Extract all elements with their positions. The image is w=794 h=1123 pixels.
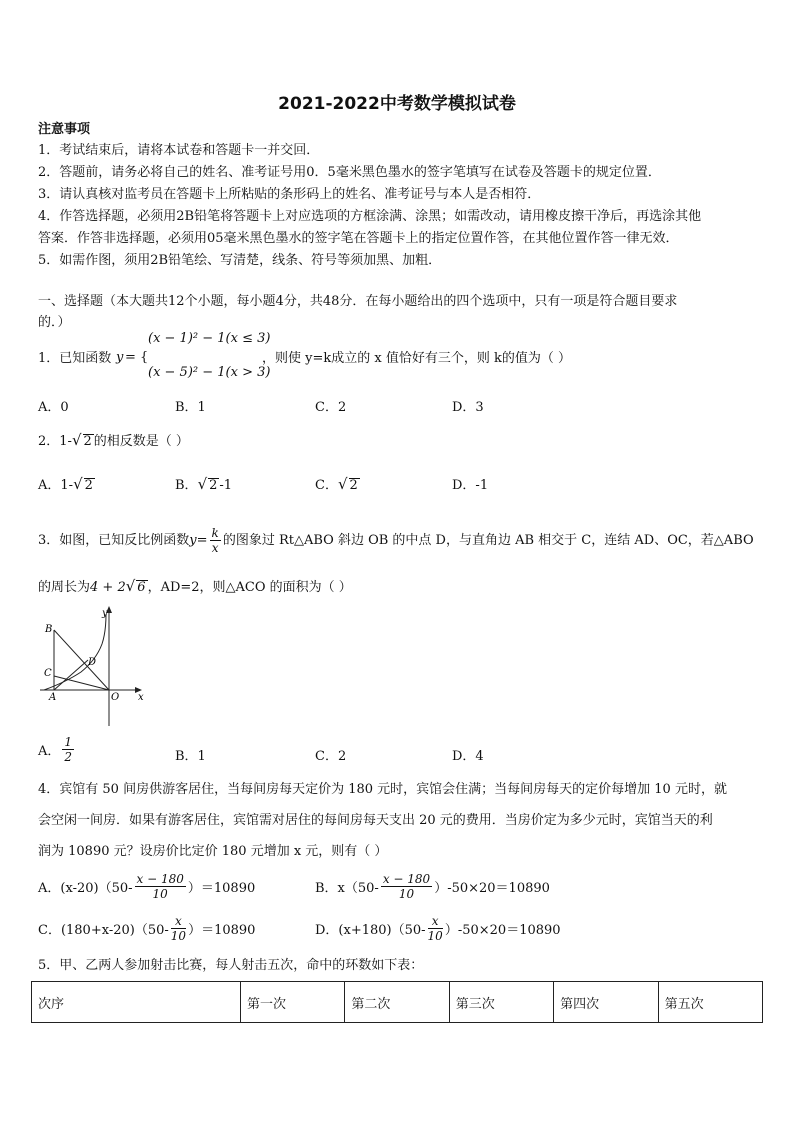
sqrt-icon: √ xyxy=(125,577,136,595)
q4-option-c xyxy=(38,914,255,943)
q3-eq: = xyxy=(196,533,208,548)
q4-option-d-fraction xyxy=(428,914,443,943)
label-x: x xyxy=(138,692,144,703)
q2-option-b-radicand: 2 xyxy=(209,478,218,493)
frac-num: x xyxy=(428,914,443,929)
frac-den: 2 xyxy=(64,750,73,764)
table-header-cell: 第二次 xyxy=(345,982,449,1023)
q3-prefix: 3．如图，已知反比例函数 xyxy=(38,533,190,548)
q2-option-a-text: A．1- xyxy=(38,478,74,493)
q3-option-a-fraction xyxy=(62,735,74,764)
q4-option-b-text: B．x（50- xyxy=(315,881,379,896)
notice-item: 2．答题前，请务必将自己的姓名、准考证号用0．5毫米黑色墨水的签字笔填写在试卷及答题卡的规定位置． xyxy=(38,165,661,180)
q1-y: y xyxy=(116,350,124,365)
notice-item: 3．请认真核对监考员在答题卡上所粘贴的条形码上的姓名、准考证号与本人是否相符． xyxy=(38,187,541,202)
q1-option-b: B．1 xyxy=(175,400,206,415)
q3-perimeter-radicand: 6 xyxy=(137,580,146,595)
q1-suffix: ，则使 y=k成立的 x 值恰好有三个，则 k的值为（ ） xyxy=(262,351,571,366)
q4-option-c-text: C．(180+x-20)（50- xyxy=(38,923,169,938)
label-y: y xyxy=(102,608,108,619)
q3-line2-prefix: 的周长为 xyxy=(38,580,91,595)
table-row xyxy=(32,982,763,1023)
q2-prefix: 2．1- xyxy=(38,434,72,449)
q4-option-b-fraction xyxy=(381,872,432,901)
q1-brace: = { xyxy=(125,350,149,365)
sqrt-icon: √ xyxy=(71,431,82,449)
q2-option-d: D．-1 xyxy=(452,478,489,493)
q4-option-d-text: D．(x+180)（50- xyxy=(315,923,426,938)
q1-prefix: 1．已知函数 xyxy=(38,351,112,366)
table-header-cell: 第五次 xyxy=(658,982,762,1023)
q2-option-b xyxy=(175,474,232,493)
frac-den: 10 xyxy=(398,887,415,901)
frac-num: 1 xyxy=(64,735,73,749)
table-header-cell: 第三次 xyxy=(449,982,553,1023)
q3-option-a-text: A． xyxy=(38,744,61,759)
segment-bo xyxy=(54,630,109,690)
q2-option-c-text: C． xyxy=(315,478,338,493)
table-header-cell: 次序 xyxy=(32,982,241,1023)
question-4-line2: 会空闲一间房．如果有游客居住，宾馆需对居住的每间房每天支出 20 元的费用．当房价定为多少元时，宾馆当天的利 xyxy=(38,813,713,828)
section-heading-line2: 的．） xyxy=(38,315,71,330)
q2-option-b-text: B． xyxy=(175,478,198,493)
q2-suffix: 的相反数是（ ） xyxy=(93,434,189,449)
sqrt-icon: √ xyxy=(197,475,208,493)
q3-line2-suffix: ，AD=2，则△ACO 的面积为（ ） xyxy=(147,580,352,595)
q4-option-b xyxy=(315,872,550,901)
label-b: B xyxy=(45,624,53,635)
q2-option-a xyxy=(38,474,95,493)
label-c: C xyxy=(44,668,52,679)
q2-option-b-tail: -1 xyxy=(219,478,233,493)
frac-num: x xyxy=(171,914,186,929)
sqrt-icon: √ xyxy=(337,475,348,493)
q3-fraction xyxy=(210,526,221,555)
table-header-cell: 第一次 xyxy=(241,982,345,1023)
question-5-stem: 5．甲、乙两人参加射击比赛，每人射击五次，命中的环数如下表： xyxy=(38,958,424,973)
frac-den: 10 xyxy=(427,929,443,943)
q1-piece-1: (x − 1)² − 1(x ≤ 3) xyxy=(148,331,271,346)
q3-suffix: 的图象过 Rt△ABO 斜边 OB 的中点 D，与直角边 AB 相交于 C，连结 AD、OC，若△ABO xyxy=(222,533,754,548)
q2-option-a-radicand: 2 xyxy=(84,478,93,493)
label-d: D xyxy=(88,657,97,668)
q2-radicand: 2 xyxy=(83,434,92,449)
q4-option-c-fraction xyxy=(171,914,186,943)
q3-fraction-num: k xyxy=(211,526,219,540)
label-a: A xyxy=(49,692,57,703)
q3-option-d: D．4 xyxy=(452,749,484,764)
q3-option-a xyxy=(38,735,76,764)
section-heading-line1: 一、选择题（本大题共12个小题，每小题4分，共48分．在每小题给出的四个选项中，只有一项是符合题目要求 xyxy=(38,294,678,309)
frac-den: 10 xyxy=(152,887,168,901)
q4-option-d xyxy=(315,914,561,943)
q1-piece-2: (x − 5)² − 1(x > 3) xyxy=(148,365,271,380)
q1-option-a: A．0 xyxy=(38,400,69,415)
q3-figure xyxy=(36,604,148,728)
notice-item: 5．如需作图，须用2B铅笔绘、写清楚，线条、符号等须加黑、加粗． xyxy=(38,253,442,268)
frac-num: x − 180 xyxy=(382,872,431,886)
notice-item: 1．考试结束后，请将本试卷和答题卡一并交回． xyxy=(38,143,320,158)
notice-item: 4．作答选择题，必须用2B铅笔将答题卡上对应选项的方框涂满、涂黑；如需改动，请用橡皮擦干净后，再选涂其他 xyxy=(38,209,702,224)
question-2 xyxy=(38,431,189,451)
q4-option-a-text: A．(x-20)（50- xyxy=(38,881,133,896)
question-3-line2 xyxy=(38,577,352,597)
q2-option-c-radicand: 2 xyxy=(349,478,358,493)
question-3-line1 xyxy=(38,526,754,555)
exam-title: 2021-2022中考数学模拟试卷 xyxy=(278,94,516,114)
q3-perimeter: 4 + 2 xyxy=(90,580,126,595)
segment-ad xyxy=(54,660,88,690)
q2-option-c xyxy=(315,474,360,493)
question-4-line3: 润为 10890 元？设房价比定价 180 元增加 x 元，则有（ ） xyxy=(38,844,388,859)
question-4-line1: 4．宾馆有 50 间房供游客居住，当每间房每天定价为 180 元时，宾馆会住满；当每间房每天的定价每增加 10 元时，就 xyxy=(38,782,727,797)
q4-option-a xyxy=(38,872,255,901)
frac-num: x − 180 xyxy=(136,872,184,886)
q1-option-d: D．3 xyxy=(452,400,484,415)
notice-heading: 注意事项 xyxy=(38,122,91,137)
q3-y: y xyxy=(189,533,197,548)
q4-option-c-tail: ）＝10890 xyxy=(188,923,256,938)
q3-fraction-den: x xyxy=(211,541,219,555)
notice-item: 答案．作答非选择题，必须用05毫米黑色墨水的签字笔在答题卡上的指定位置作答，在其他位置作答一律无效． xyxy=(38,231,679,246)
q4-option-a-tail: ）＝10890 xyxy=(187,881,256,896)
sqrt-icon: √ xyxy=(73,475,83,493)
score-table xyxy=(31,981,763,1023)
q3-option-b: B．1 xyxy=(175,749,206,764)
hyperbola-curve xyxy=(44,614,106,690)
q4-option-b-tail: ）-50×20＝10890 xyxy=(434,881,550,896)
table-header-cell: 第四次 xyxy=(554,982,658,1023)
q3-option-c: C．2 xyxy=(315,749,347,764)
q4-option-a-fraction xyxy=(135,872,186,901)
q4-option-d-tail: ）-50×20＝10890 xyxy=(444,923,561,938)
frac-den: 10 xyxy=(170,929,187,943)
q1-option-c: C．2 xyxy=(315,400,347,415)
label-o: O xyxy=(111,692,120,703)
